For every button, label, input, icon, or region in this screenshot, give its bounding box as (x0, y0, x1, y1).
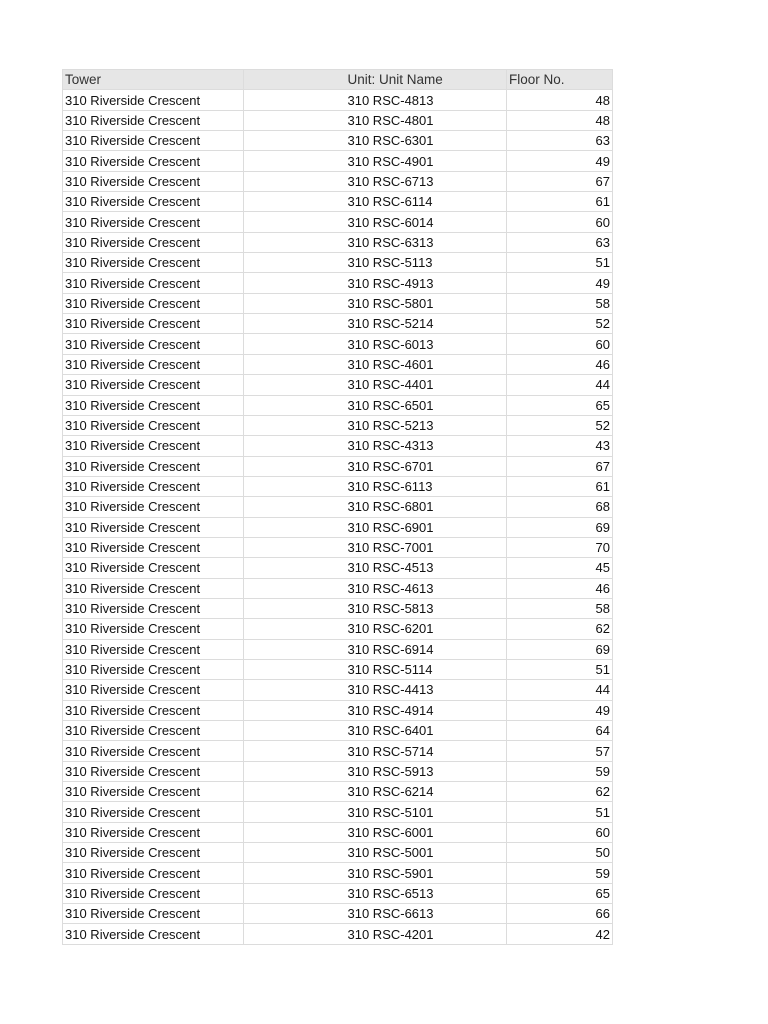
table-row (63, 843, 613, 863)
table-row (63, 90, 613, 110)
cell-unit-name: 310 RSC-6301 (346, 131, 507, 151)
cell-floor-no: 51 (507, 802, 613, 822)
cell-floor-no: 43 (507, 436, 613, 456)
cell-unit-name: 310 RSC-4613 (346, 578, 507, 598)
cell-floor-no: 51 (507, 659, 613, 679)
cell-tower: 310 Riverside Crescent (63, 639, 244, 659)
cell-floor-no: 60 (507, 822, 613, 842)
cell-tower: 310 Riverside Crescent (63, 782, 244, 802)
cell-unit-name: 310 RSC-5114 (346, 659, 507, 679)
cell-blank (244, 721, 346, 741)
cell-tower: 310 Riverside Crescent (63, 395, 244, 415)
cell-blank (244, 904, 346, 924)
table-row (63, 395, 613, 415)
table-row (63, 741, 613, 761)
cell-tower: 310 Riverside Crescent (63, 476, 244, 496)
cell-tower: 310 Riverside Crescent (63, 883, 244, 903)
cell-floor-no: 48 (507, 110, 613, 130)
cell-floor-no: 69 (507, 517, 613, 537)
cell-unit-name: 310 RSC-6713 (346, 171, 507, 191)
cell-tower: 310 Riverside Crescent (63, 273, 244, 293)
table-row (63, 598, 613, 618)
cell-tower: 310 Riverside Crescent (63, 802, 244, 822)
table-row (63, 721, 613, 741)
cell-blank (244, 314, 346, 334)
cell-blank (244, 253, 346, 273)
cell-tower: 310 Riverside Crescent (63, 497, 244, 517)
cell-tower: 310 Riverside Crescent (63, 131, 244, 151)
cell-floor-no: 59 (507, 761, 613, 781)
table-row (63, 151, 613, 171)
table-row (63, 293, 613, 313)
cell-tower: 310 Riverside Crescent (63, 354, 244, 374)
cell-unit-name: 310 RSC-5213 (346, 415, 507, 435)
cell-unit-name: 310 RSC-4601 (346, 354, 507, 374)
table-row (63, 212, 613, 232)
cell-blank (244, 273, 346, 293)
cell-blank (244, 741, 346, 761)
cell-blank (244, 212, 346, 232)
cell-unit-name: 310 RSC-6201 (346, 619, 507, 639)
table-row (63, 883, 613, 903)
cell-unit-name: 310 RSC-7001 (346, 537, 507, 557)
cell-tower: 310 Riverside Crescent (63, 924, 244, 944)
cell-blank (244, 293, 346, 313)
cell-blank (244, 192, 346, 212)
cell-tower: 310 Riverside Crescent (63, 904, 244, 924)
cell-unit-name: 310 RSC-4201 (346, 924, 507, 944)
cell-unit-name: 310 RSC-4913 (346, 273, 507, 293)
cell-floor-no: 50 (507, 843, 613, 863)
cell-tower: 310 Riverside Crescent (63, 863, 244, 883)
cell-tower: 310 Riverside Crescent (63, 314, 244, 334)
spreadsheet-page (62, 69, 612, 945)
cell-tower: 310 Riverside Crescent (63, 741, 244, 761)
cell-tower: 310 Riverside Crescent (63, 578, 244, 598)
table-row (63, 232, 613, 252)
cell-tower: 310 Riverside Crescent (63, 334, 244, 354)
cell-tower: 310 Riverside Crescent (63, 151, 244, 171)
cell-floor-no: 58 (507, 598, 613, 618)
cell-floor-no: 66 (507, 904, 613, 924)
cell-blank (244, 659, 346, 679)
cell-floor-no: 52 (507, 314, 613, 334)
table-row (63, 415, 613, 435)
cell-floor-no: 57 (507, 741, 613, 761)
cell-blank (244, 110, 346, 130)
cell-unit-name: 310 RSC-6501 (346, 395, 507, 415)
table-row (63, 192, 613, 212)
cell-floor-no: 62 (507, 619, 613, 639)
table-row (63, 314, 613, 334)
cell-blank (244, 578, 346, 598)
header-tower: Tower (63, 70, 244, 90)
cell-unit-name: 310 RSC-6801 (346, 497, 507, 517)
cell-blank (244, 375, 346, 395)
cell-blank (244, 619, 346, 639)
header-blank (244, 70, 346, 90)
cell-floor-no: 68 (507, 497, 613, 517)
cell-unit-name: 310 RSC-4901 (346, 151, 507, 171)
table-row (63, 375, 613, 395)
header-row (63, 70, 613, 90)
cell-blank (244, 90, 346, 110)
cell-tower: 310 Riverside Crescent (63, 436, 244, 456)
cell-unit-name: 310 RSC-5214 (346, 314, 507, 334)
table-row (63, 659, 613, 679)
cell-tower: 310 Riverside Crescent (63, 619, 244, 639)
table-row (63, 497, 613, 517)
cell-floor-no: 49 (507, 151, 613, 171)
cell-floor-no: 51 (507, 253, 613, 273)
table-row (63, 578, 613, 598)
table-row (63, 904, 613, 924)
cell-blank (244, 131, 346, 151)
cell-floor-no: 58 (507, 293, 613, 313)
table-row (63, 802, 613, 822)
cell-blank (244, 883, 346, 903)
table-row (63, 761, 613, 781)
cell-tower: 310 Riverside Crescent (63, 517, 244, 537)
table-row (63, 924, 613, 944)
cell-floor-no: 49 (507, 273, 613, 293)
cell-unit-name: 310 RSC-5913 (346, 761, 507, 781)
cell-unit-name: 310 RSC-4914 (346, 700, 507, 720)
cell-tower: 310 Riverside Crescent (63, 232, 244, 252)
table-row (63, 558, 613, 578)
cell-unit-name: 310 RSC-6901 (346, 517, 507, 537)
cell-tower: 310 Riverside Crescent (63, 253, 244, 273)
cell-unit-name: 310 RSC-6401 (346, 721, 507, 741)
cell-floor-no: 49 (507, 700, 613, 720)
table-row (63, 680, 613, 700)
cell-unit-name: 310 RSC-4801 (346, 110, 507, 130)
table-row (63, 273, 613, 293)
cell-unit-name: 310 RSC-6014 (346, 212, 507, 232)
cell-floor-no: 63 (507, 232, 613, 252)
cell-tower: 310 Riverside Crescent (63, 171, 244, 191)
table-row (63, 517, 613, 537)
table-body (63, 90, 613, 944)
cell-unit-name: 310 RSC-6113 (346, 476, 507, 496)
cell-tower: 310 Riverside Crescent (63, 700, 244, 720)
cell-floor-no: 67 (507, 171, 613, 191)
cell-unit-name: 310 RSC-5113 (346, 253, 507, 273)
cell-blank (244, 232, 346, 252)
cell-tower: 310 Riverside Crescent (63, 843, 244, 863)
cell-tower: 310 Riverside Crescent (63, 680, 244, 700)
table-row (63, 334, 613, 354)
units-table (62, 69, 613, 945)
cell-unit-name: 310 RSC-6013 (346, 334, 507, 354)
cell-floor-no: 59 (507, 863, 613, 883)
cell-blank (244, 802, 346, 822)
cell-tower: 310 Riverside Crescent (63, 212, 244, 232)
cell-floor-no: 63 (507, 131, 613, 151)
cell-blank (244, 700, 346, 720)
cell-tower: 310 Riverside Crescent (63, 375, 244, 395)
cell-blank (244, 436, 346, 456)
table-row (63, 354, 613, 374)
cell-floor-no: 45 (507, 558, 613, 578)
cell-tower: 310 Riverside Crescent (63, 721, 244, 741)
cell-floor-no: 46 (507, 354, 613, 374)
cell-tower: 310 Riverside Crescent (63, 537, 244, 557)
table-row (63, 639, 613, 659)
cell-blank (244, 537, 346, 557)
table-row (63, 782, 613, 802)
cell-unit-name: 310 RSC-4513 (346, 558, 507, 578)
cell-unit-name: 310 RSC-5801 (346, 293, 507, 313)
table-row (63, 863, 613, 883)
cell-tower: 310 Riverside Crescent (63, 659, 244, 679)
table-row (63, 253, 613, 273)
cell-blank (244, 843, 346, 863)
cell-floor-no: 60 (507, 212, 613, 232)
table-row (63, 456, 613, 476)
cell-tower: 310 Riverside Crescent (63, 293, 244, 313)
table-row (63, 619, 613, 639)
cell-tower: 310 Riverside Crescent (63, 558, 244, 578)
cell-unit-name: 310 RSC-6114 (346, 192, 507, 212)
cell-blank (244, 171, 346, 191)
cell-floor-no: 69 (507, 639, 613, 659)
table-row (63, 131, 613, 151)
header-unit-name: Unit: Unit Name (346, 70, 507, 90)
cell-blank (244, 924, 346, 944)
cell-tower: 310 Riverside Crescent (63, 110, 244, 130)
table-row (63, 822, 613, 842)
cell-tower: 310 Riverside Crescent (63, 415, 244, 435)
cell-blank (244, 415, 346, 435)
cell-tower: 310 Riverside Crescent (63, 822, 244, 842)
cell-unit-name: 310 RSC-6513 (346, 883, 507, 903)
table-row (63, 700, 613, 720)
cell-floor-no: 64 (507, 721, 613, 741)
cell-blank (244, 476, 346, 496)
table-row (63, 476, 613, 496)
table-row (63, 436, 613, 456)
cell-unit-name: 310 RSC-4313 (346, 436, 507, 456)
cell-blank (244, 761, 346, 781)
cell-blank (244, 497, 346, 517)
cell-blank (244, 680, 346, 700)
cell-unit-name: 310 RSC-6313 (346, 232, 507, 252)
table-row (63, 171, 613, 191)
cell-unit-name: 310 RSC-5001 (346, 843, 507, 863)
cell-floor-no: 65 (507, 395, 613, 415)
cell-unit-name: 310 RSC-6214 (346, 782, 507, 802)
cell-unit-name: 310 RSC-6613 (346, 904, 507, 924)
cell-blank (244, 334, 346, 354)
cell-unit-name: 310 RSC-4413 (346, 680, 507, 700)
cell-tower: 310 Riverside Crescent (63, 456, 244, 476)
cell-blank (244, 782, 346, 802)
cell-unit-name: 310 RSC-4401 (346, 375, 507, 395)
cell-unit-name: 310 RSC-6001 (346, 822, 507, 842)
cell-unit-name: 310 RSC-5901 (346, 863, 507, 883)
cell-blank (244, 639, 346, 659)
cell-unit-name: 310 RSC-6914 (346, 639, 507, 659)
table-row (63, 537, 613, 557)
cell-blank (244, 151, 346, 171)
cell-tower: 310 Riverside Crescent (63, 598, 244, 618)
cell-unit-name: 310 RSC-5813 (346, 598, 507, 618)
cell-unit-name: 310 RSC-6701 (346, 456, 507, 476)
cell-blank (244, 863, 346, 883)
cell-floor-no: 67 (507, 456, 613, 476)
cell-floor-no: 44 (507, 680, 613, 700)
cell-blank (244, 395, 346, 415)
cell-floor-no: 60 (507, 334, 613, 354)
cell-tower: 310 Riverside Crescent (63, 192, 244, 212)
cell-blank (244, 456, 346, 476)
cell-floor-no: 62 (507, 782, 613, 802)
cell-unit-name: 310 RSC-5714 (346, 741, 507, 761)
cell-floor-no: 48 (507, 90, 613, 110)
cell-floor-no: 70 (507, 537, 613, 557)
cell-floor-no: 42 (507, 924, 613, 944)
cell-floor-no: 65 (507, 883, 613, 903)
cell-blank (244, 517, 346, 537)
cell-blank (244, 822, 346, 842)
cell-blank (244, 354, 346, 374)
table-row (63, 110, 613, 130)
cell-floor-no: 61 (507, 476, 613, 496)
cell-unit-name: 310 RSC-4813 (346, 90, 507, 110)
cell-floor-no: 61 (507, 192, 613, 212)
cell-blank (244, 598, 346, 618)
cell-tower: 310 Riverside Crescent (63, 761, 244, 781)
cell-tower: 310 Riverside Crescent (63, 90, 244, 110)
cell-unit-name: 310 RSC-5101 (346, 802, 507, 822)
cell-floor-no: 52 (507, 415, 613, 435)
header-floor-no: Floor No. (507, 70, 613, 90)
cell-blank (244, 558, 346, 578)
cell-floor-no: 46 (507, 578, 613, 598)
cell-floor-no: 44 (507, 375, 613, 395)
